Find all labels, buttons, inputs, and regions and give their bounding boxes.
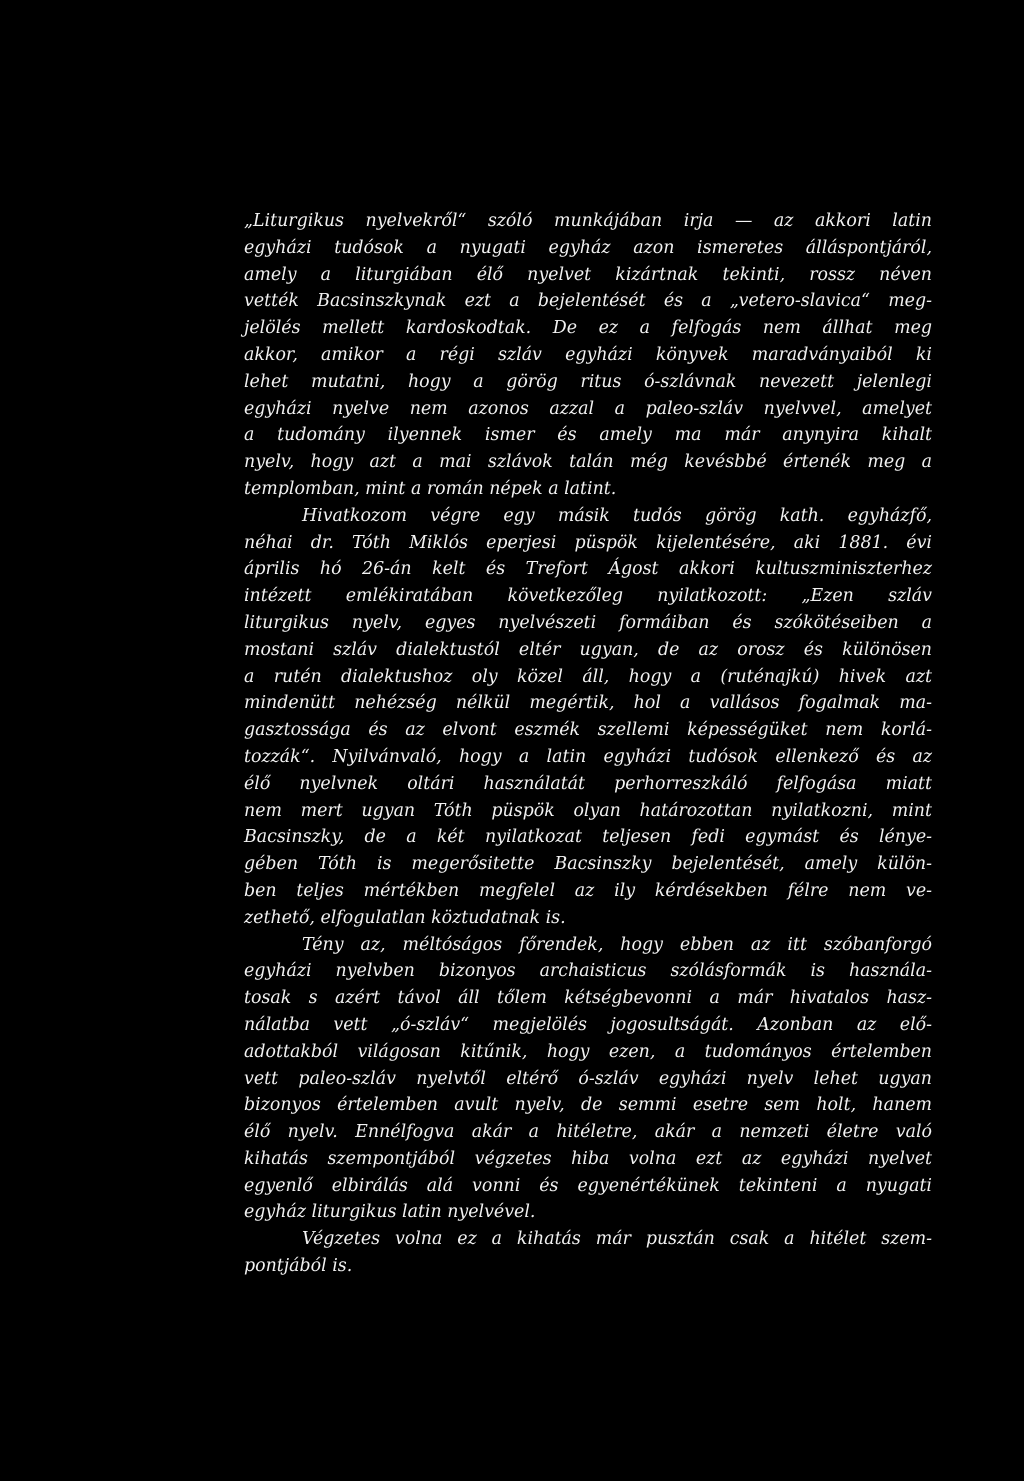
text-line: Tény az, méltóságos főrendek, hogy ebben az itt szóbanforgó	[302, 934, 932, 955]
text-line: Hivatkozom végre egy másik tudós görög kath. egyházfő,	[302, 505, 932, 526]
text-line: Bacsinszky, de a két nyilatkozat teljesen fedi egymást és lénye-	[244, 827, 932, 848]
text-line: kihatás szempontjából végzetes hiba volna ezt az egyházi nyelvet	[244, 1148, 932, 1169]
text-line: nyelv, hogy azt a mai szlávok talán még kevésbbé értenék meg a	[244, 452, 932, 473]
text-line: egyházi tudósok a nyugati egyház azon ismeretes álláspontjáról,	[244, 237, 932, 258]
text-line: Végzetes volna ez a kihatás már pusztán csak a hitélet szem-	[302, 1229, 932, 1250]
body-text	[244, 208, 932, 1280]
text-line: gasztossága és az elvont eszmék szellemi képességüket nem korlá-	[244, 720, 932, 741]
text-line: vett paleo-szláv nyelvtől eltérő ó-szláv egyházi nyelv lehet ugyan	[244, 1068, 932, 1089]
text-line: liturgikus nyelv, egyes nyelvészeti formáiban és szókötéseiben a	[244, 612, 932, 633]
text-line: egyház liturgikus latin nyelvével.	[244, 1202, 536, 1223]
text-line: tosak s azért távol áll tőlem kétségbevonni a már hivatalos hasz-	[244, 988, 932, 1009]
text-line: jelölés mellett kardoskodtak. De ez a felfogás nem állhat meg	[244, 318, 932, 339]
text-line: bizonyos értelemben avult nyelv, de semmi esetre sem holt, hanem	[244, 1095, 932, 1116]
text-line: adottakból világosan kitűnik, hogy ezen, a tudományos értelemben	[244, 1041, 932, 1062]
text-line: a rutén dialektushoz oly közel áll, hogy a (ruténajkú) hivek azt	[244, 666, 932, 687]
text-line: intézett emlékiratában következőleg nyilatkozott: „Ezen szláv	[244, 586, 932, 607]
text-line: mindenütt nehézség nélkül megértik, hol a vallásos fogalmak ma-	[244, 693, 932, 714]
text-line: élő nyelvnek oltári használatát perhorreszkáló felfogása miatt	[244, 773, 932, 794]
text-line: zethető, elfogulatlan köztudatnak is.	[244, 907, 566, 928]
text-line: élő nyelv. Ennélfogva akár a hitéletre, akár a nemzeti életre való	[244, 1122, 932, 1143]
text-line: nálatba vett „ó-szláv“ megjelölés jogosultságát. Azonban az elő-	[244, 1014, 932, 1035]
text-line: vették Bacsinszkynak ezt a bejelentését és a „vetero-slavica“ meg-	[244, 291, 932, 312]
text-line: amely a liturgiában élő nyelvet kizártnak tekinti, rossz néven	[244, 264, 932, 285]
text-line: nem mert ugyan Tóth püspök olyan határozottan nyilatkozni, mint	[244, 800, 932, 821]
text-line: tozzák“. Nyilvánvaló, hogy a latin egyházi tudósok ellenkező és az	[244, 746, 932, 767]
text-line: akkor, amikor a régi szláv egyházi könyvek maradványaiból ki	[244, 344, 932, 365]
text-line: mostani szláv dialektustól eltér ugyan, de az orosz és különösen	[244, 639, 932, 660]
text-line: egyházi nyelvben bizonyos archaisticus szólásformák is használa-	[244, 961, 932, 982]
text-line: templomban, mint a román népek a latint.	[244, 478, 617, 499]
text-line: lehet mutatni, hogy a görög ritus ó-szlávnak nevezett jelenlegi	[244, 371, 932, 392]
text-line: ben teljes mértékben megfelel az ily kérdésekben félre nem ve-	[244, 880, 932, 901]
text-line: néhai dr. Tóth Miklós eperjesi püspök kijelentésére, aki 1881. évi	[244, 532, 932, 553]
text-line: gében Tóth is megerősitette Bacsinszky bejelentését, amely külön-	[244, 854, 932, 875]
text-line: pontjából is.	[244, 1256, 353, 1277]
text-line: „Liturgikus nyelvekről“ szóló munkájában irja — az akkori latin	[244, 211, 932, 231]
text-line: a tudomány ilyennek ismer és amely ma már anynyira kihalt	[244, 425, 932, 446]
text-line: egyházi nyelve nem azonos azzal a paleo-szláv nyelvvel, amelyet	[244, 398, 932, 419]
text-line: egyenlő elbirálás alá vonni és egyenértékünek tekinteni a nyugati	[244, 1175, 932, 1196]
text-line: április hó 26-án kelt és Trefort Ágost akkori kultuszminiszterhez	[244, 559, 932, 580]
